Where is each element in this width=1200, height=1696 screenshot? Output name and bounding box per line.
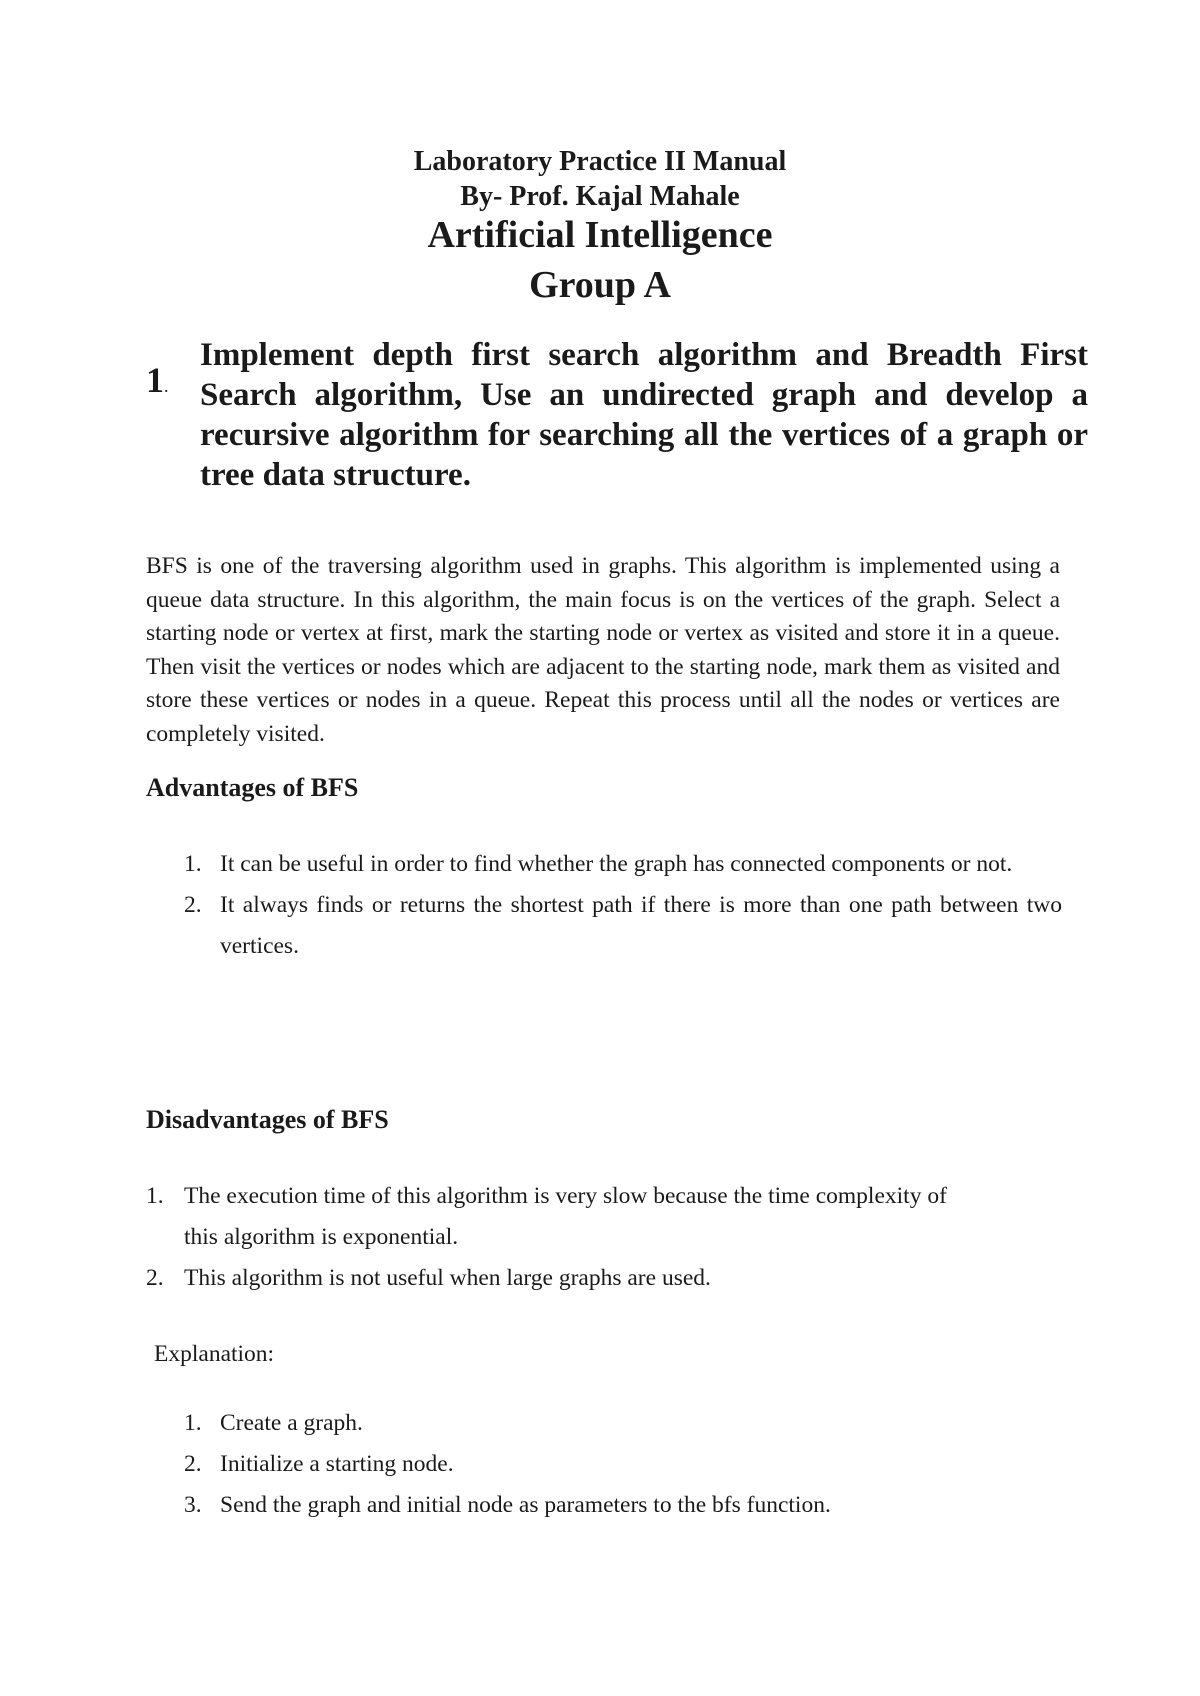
question-number-dot: .: [164, 376, 169, 396]
explanation-list: [184, 1403, 1060, 1526]
list-item-number: 1.: [146, 1183, 164, 1209]
list-item: [184, 885, 1062, 967]
list-item-text: It can be useful in order to find whether the graph has connected components or not.: [220, 851, 1013, 877]
author-line: By- Prof. Kajal Mahale: [460, 181, 740, 212]
explanation-label: Explanation:: [154, 1341, 275, 1367]
list-item-number: 2.: [146, 1265, 164, 1291]
advantages-heading: Advantages of BFS: [146, 773, 359, 802]
list-item: [184, 1485, 1060, 1526]
list-item: [184, 1403, 1060, 1444]
list-item-number: 1.: [184, 851, 202, 877]
list-item-text: The execution time of this algorithm is very slow because the time complexity of this algorithm is exponential.: [184, 1183, 947, 1250]
disadvantages-heading: Disadvantages of BFS: [146, 1105, 389, 1134]
manual-title: Laboratory Practice II Manual: [413, 146, 787, 177]
list-item-text: It always finds or returns the shortest path if there is more than one path between two vertices.: [220, 892, 1062, 959]
question-text: Implement depth first search algorithm and Breadth First Search algorithm, Use an undirected graph and develop a recursive algorithm for searching all the vertices of a graph or tree data structure.: [200, 337, 1088, 493]
list-item-number: 3.: [184, 1492, 202, 1518]
list-item: [146, 1176, 984, 1258]
question-number-value: 1: [146, 360, 164, 400]
list-item-text: Create a graph.: [220, 1410, 363, 1436]
list-item-text: This algorithm is not useful when large graphs are used.: [184, 1265, 711, 1291]
list-item-number: 1.: [184, 1410, 202, 1436]
list-item-text: Initialize a starting node.: [220, 1451, 454, 1477]
list-item: [184, 1444, 1060, 1485]
list-item-text: Send the graph and initial node as parameters to the bfs function.: [220, 1492, 831, 1518]
list-item-number: 2.: [184, 892, 202, 918]
list-item: [146, 1258, 984, 1299]
list-item-number: 2.: [184, 1451, 202, 1477]
group-title: Group A: [529, 264, 671, 306]
disadvantages-list: [146, 1176, 984, 1299]
list-item: [184, 844, 1062, 885]
subject-title: Artificial Intelligence: [427, 214, 773, 256]
question-number: [146, 360, 169, 406]
bfs-intro-paragraph: BFS is one of the traversing algorithm used in graphs. This algorithm is implemented using a queue data structure. In this algorithm, the main focus is on the vertices of the graph. Select a starting node or vertex at first, mark the starting node or vertex as visited and store it in a queue. Then visit the vertices or nodes which are adjacent to the starting node, mark them as visited and store these vertices or nodes in a queue. Repeat this process until all the nodes or vertices are completely visited.: [146, 553, 1060, 747]
advantages-list: [184, 844, 1062, 967]
